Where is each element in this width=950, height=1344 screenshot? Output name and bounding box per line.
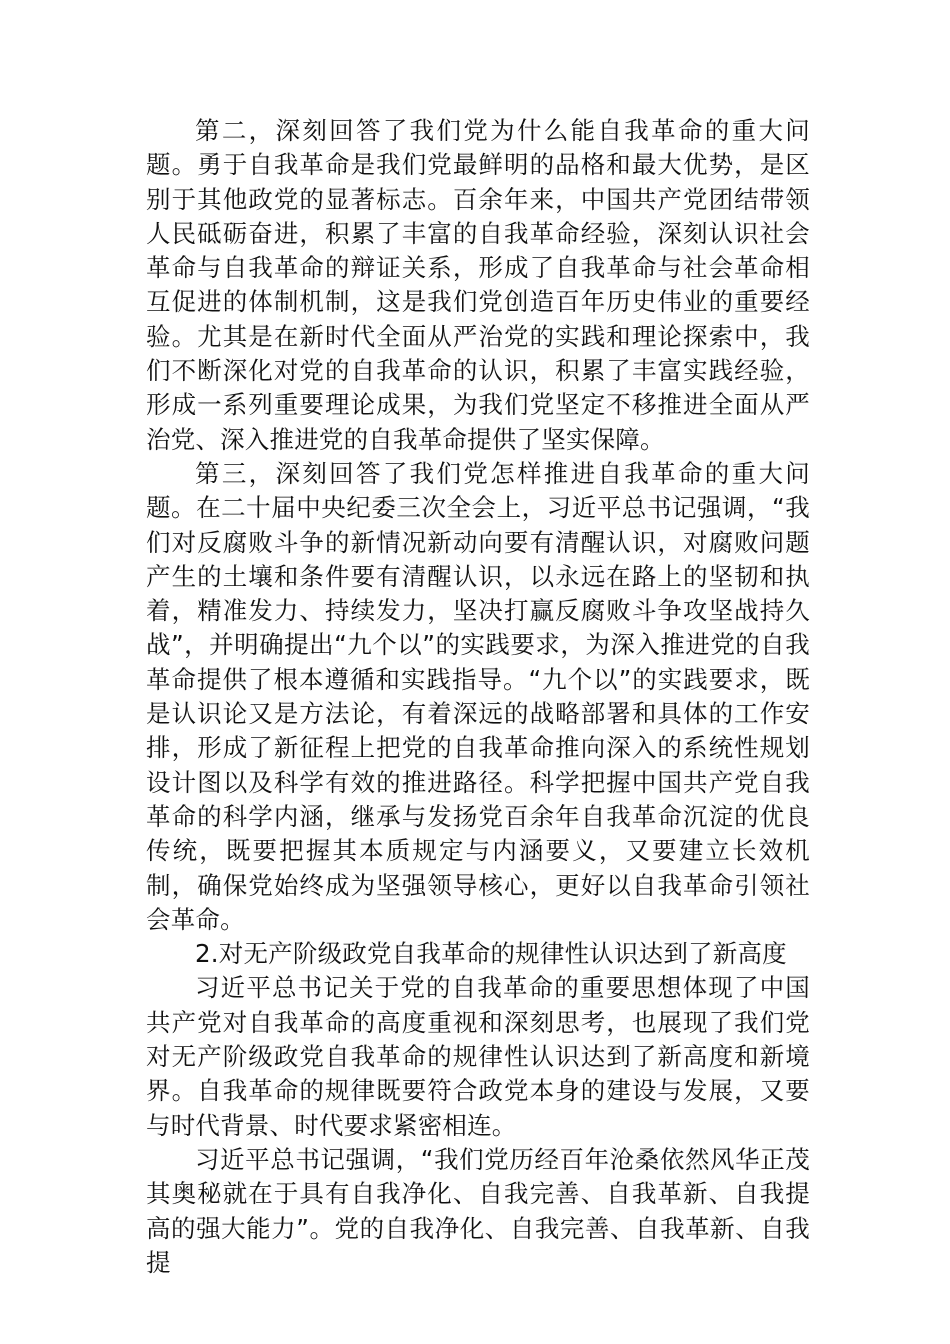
- paragraph-third-point: 第三，深刻回答了我们党怎样推进自我革命的重大问题。在二十届中央纪委三次全会上，习近平总书记强调，“我们对反腐败斗争的新情况新动向要有清醒认识，对腐败问题产生的土壤和条件要有清醒认识，以永远在路上的坚韧和执着，精准发力、持续发力，坚决打赢反腐败斗争攻坚战持久战”，并明确提出“九个以”的实践要求，为深入推进党的自我革命提供了根本遵循和实践指导。“九个以”的实践要求，既是认识论又是方法论，有着深远的战略部署和具体的工作安排，形成了新征程上把党的自我革命推向深入的系统性规划设计图以及科学有效的推进路径。科学把握中国共产党自我革命的科学内涵，继承与发扬党百余年自我革命沉淀的优良传统，既要把握其本质规定与内涵要义，又要建立长效机制，确保党始终成为坚强领导核心，更好以自我革命引领社会革命。: [146, 458, 810, 934]
- section-heading: 2.对无产阶级政党自我革命的规律性认识达到了新高度: [195, 939, 787, 969]
- paragraph-body-2: 习近平总书记强调，“我们党历经百年沧桑依然风华正茂其奥秘就在于具有自我净化、自我完善、自我革新、自我提高的强大能力”。党的自我净化、自我完善、自我革新、自我提: [146, 1144, 810, 1277]
- paragraph-body-1: 习近平总书记关于党的自我革命的重要思想体现了中国共产党对自我革命的高度重视和深刻思考，也展现了我们党对无产阶级政党自我革命的规律性认识达到了新高度和新境界。自我革命的规律既要符合政党本身的建设与发展，又要与时代背景、时代要求紧密相连。: [146, 973, 810, 1140]
- paragraph-second-point: 第二，深刻回答了我们党为什么能自我革命的重大问题。勇于自我革命是我们党最鲜明的品格和最大优势，是区别于其他政党的显著标志。百余年来，中国共产党团结带领人民砥砺奋进，积累了丰富的自我革命经验，深刻认识社会革命与自我革命的辩证关系，形成了自我革命与社会革命相互促进的体制机制，这是我们党创造百年历史伟业的重要经验。尤其是在新时代全面从严治党的实践和理论探索中，我们不断深化对党的自我革命的认识，积累了丰富实践经验，形成一系列重要理论成果，为我们党坚定不移推进全面从严治党、深入推进党的自我革命提供了坚实保障。: [146, 116, 810, 454]
- document-page: [146, 114, 810, 1280]
